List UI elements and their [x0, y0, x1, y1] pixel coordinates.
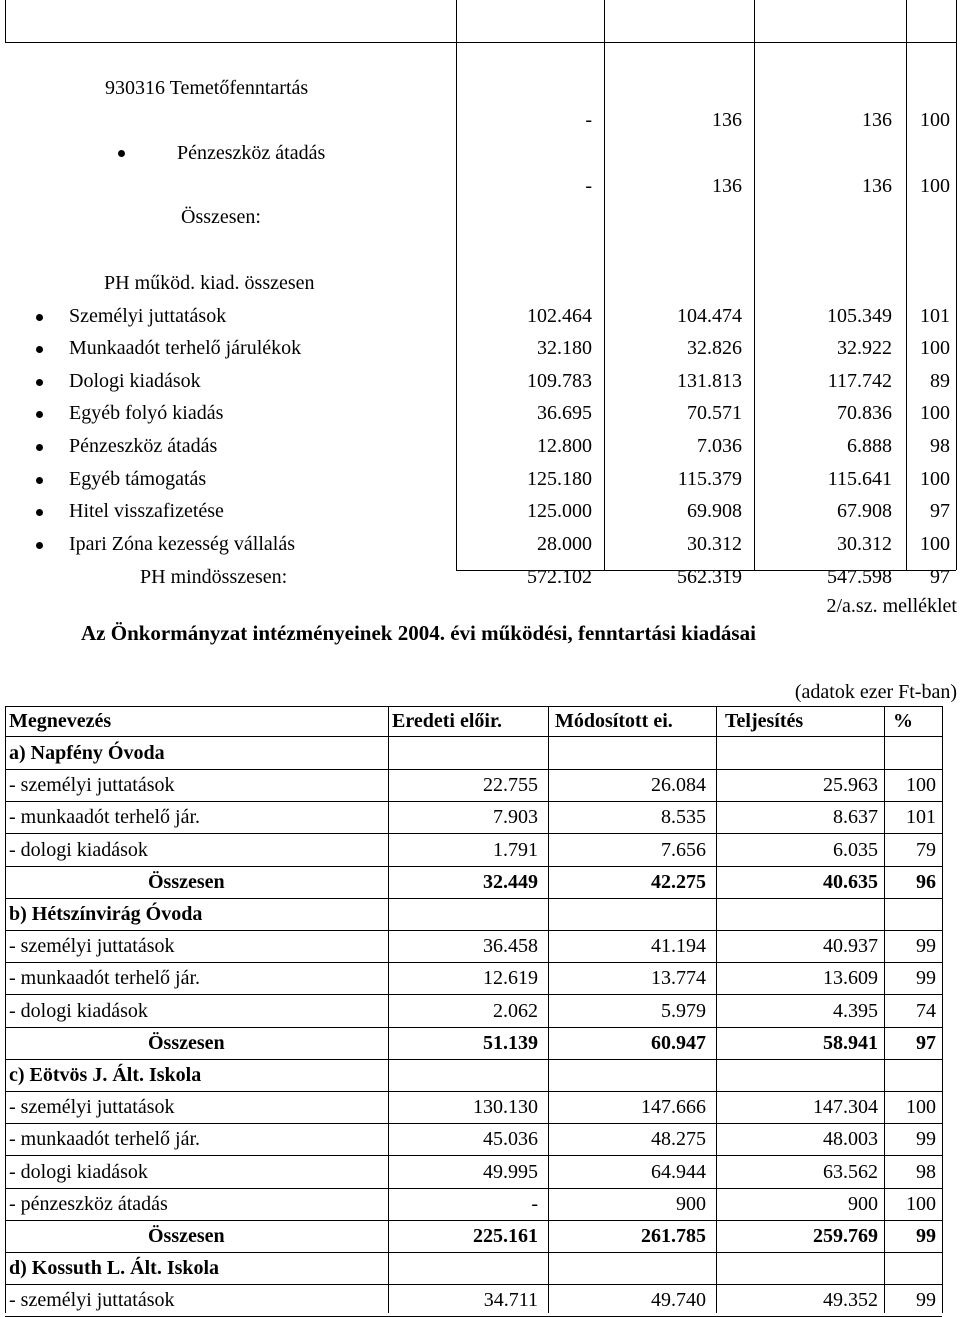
cell-value: 104.474 — [677, 305, 742, 327]
cell-value: 89 — [930, 370, 950, 392]
total-label: Összesen — [148, 870, 225, 893]
ph-row-label: Munkaadót terhelő járulékok — [69, 337, 302, 359]
main-title: Az Önkormányzat intézményeinek 2004. évi működési, fenntartási kiadásai — [81, 621, 756, 645]
grid-line — [388, 706, 389, 1313]
cell-value: 100 — [906, 774, 936, 797]
cell-value: 100 — [906, 1192, 936, 1215]
grid-line — [956, 0, 957, 570]
section-title: a) Napfény Óvoda — [9, 742, 165, 764]
cell-value: 100 — [920, 175, 950, 197]
grid-line — [906, 0, 907, 570]
row-label: - személyi juttatások — [9, 774, 175, 797]
cell-value: 70.836 — [837, 402, 892, 424]
annex-label: 2/a.sz. melléklet — [826, 595, 957, 617]
grid-line — [5, 1188, 942, 1189]
row-label: - dologi kiadások — [9, 999, 148, 1022]
cell-value: 36.458 — [483, 935, 538, 958]
grid-line — [5, 1220, 942, 1221]
ph-total-label: PH mindösszesen: — [140, 566, 288, 588]
cell-value: 13.609 — [823, 967, 878, 990]
cell-value: 6.888 — [847, 435, 892, 457]
total-label: Összesen — [148, 1225, 225, 1247]
cell-value: 99 — [916, 935, 936, 958]
cell-value: 36.695 — [537, 402, 592, 424]
cell-value: 99 — [916, 967, 936, 990]
cell-value: 136 — [862, 175, 892, 197]
bullet-icon — [36, 542, 43, 549]
cell-value: 5.979 — [661, 999, 706, 1022]
cell-value: 147.304 — [813, 1096, 878, 1119]
ph-row-label: Ipari Zóna kezesség vállalás — [69, 533, 296, 555]
cell-value: - — [585, 109, 592, 131]
row-label: - dologi kiadások — [9, 838, 148, 861]
ph-row-label: Egyéb támogatás — [69, 468, 207, 490]
bullet-icon — [36, 509, 43, 516]
cell-value: 30.312 — [687, 533, 742, 555]
row-label: Pénzeszköz átadás — [177, 142, 326, 164]
grid-line — [942, 706, 943, 1313]
cell-value: 1.791 — [493, 838, 538, 861]
ph-header: PH működ. kiad. összesen — [104, 272, 315, 294]
ph-total-value: 97 — [930, 566, 950, 588]
grid-line — [5, 1252, 942, 1253]
cell-value: 131.813 — [677, 370, 742, 392]
cell-value: 100 — [906, 1096, 936, 1119]
cell-value: 74 — [916, 999, 936, 1022]
grid-line — [5, 801, 942, 802]
cell-value: 117.742 — [827, 370, 892, 392]
grid-line — [5, 930, 942, 931]
total-value: 51.139 — [483, 1031, 538, 1054]
grid-line — [456, 0, 457, 570]
grid-line — [5, 833, 942, 834]
cell-value: 13.774 — [651, 967, 706, 990]
cell-value: 136 — [712, 175, 742, 197]
cell-value: 130.130 — [473, 1096, 538, 1119]
cell-value: 100 — [920, 533, 950, 555]
unit-note: (adatok ezer Ft-ban) — [794, 681, 957, 703]
cell-value: 8.535 — [661, 806, 706, 829]
grid-line — [5, 1284, 942, 1285]
cell-value: 100 — [920, 337, 950, 359]
cell-value: 7.036 — [697, 435, 742, 457]
cell-value: 100 — [920, 402, 950, 424]
grid-line — [5, 0, 6, 42]
grid-line — [884, 706, 885, 1313]
cell-value: 49.352 — [823, 1289, 878, 1312]
grid-line — [716, 706, 717, 1313]
ph-row-label: Egyéb folyó kiadás — [69, 402, 224, 424]
bullet-icon — [36, 379, 43, 386]
cell-value: 102.464 — [527, 305, 592, 327]
cell-value: 30.312 — [837, 533, 892, 555]
section-title: 930316 Temetőfenntartás — [105, 77, 309, 99]
ph-total-value: 547.598 — [827, 566, 892, 588]
cell-value: 41.194 — [651, 935, 706, 958]
section-title: b) Hétszínvirág Óvoda — [9, 903, 203, 925]
grid-line — [5, 736, 942, 737]
total-value: 40.635 — [823, 870, 878, 893]
cell-value: 48.003 — [823, 1128, 878, 1151]
cell-value: 12.800 — [537, 435, 592, 457]
cell-value: - — [531, 1192, 538, 1215]
section-title: c) Eötvös J. Ált. Iskola — [9, 1064, 202, 1086]
cell-value: 99 — [916, 1128, 936, 1151]
cell-value: 8.637 — [833, 806, 878, 829]
row-label: - munkaadót terhelő jár. — [9, 967, 201, 990]
cell-value: 900 — [676, 1192, 706, 1215]
ph-row-label: Pénzeszköz átadás — [69, 435, 218, 457]
cell-value: 900 — [848, 1192, 878, 1215]
row-label: - dologi kiadások — [9, 1160, 148, 1183]
cell-value: 99 — [916, 1289, 936, 1312]
grid-line — [5, 769, 942, 770]
cell-value: 98 — [916, 1160, 936, 1183]
bullet-icon — [36, 314, 43, 321]
total-value: 96 — [916, 870, 936, 893]
row-label: - személyi juttatások — [9, 1096, 175, 1119]
row-label: - munkaadót terhelő jár. — [9, 1128, 201, 1151]
cell-value: 67.908 — [837, 500, 892, 522]
grid-line — [5, 1091, 942, 1092]
total-value: 225.161 — [473, 1225, 538, 1247]
cell-value: 48.275 — [651, 1128, 706, 1151]
total-value: 261.785 — [641, 1225, 706, 1247]
row-label: - pénzeszköz átadás — [9, 1192, 168, 1215]
cell-value: 40.937 — [823, 935, 878, 958]
cell-value: 26.084 — [651, 774, 706, 797]
row-label: - munkaadót terhelő jár. — [9, 806, 201, 829]
grid-line — [5, 1123, 942, 1124]
ph-row-label: Személyi juttatások — [69, 305, 227, 327]
bullet-icon — [36, 444, 43, 451]
grid-line — [5, 42, 456, 43]
cell-value: 6.035 — [833, 838, 878, 861]
bullet-icon — [36, 411, 43, 418]
grid-line — [5, 898, 942, 899]
ph-total-value: 562.319 — [677, 566, 742, 588]
column-header: Teljesítés — [725, 710, 804, 732]
bullet-icon — [36, 477, 43, 484]
cell-value: 125.180 — [527, 468, 592, 490]
cell-value: 109.783 — [527, 370, 592, 392]
grid-line — [456, 42, 956, 43]
cell-value: 32.180 — [537, 337, 592, 359]
grid-line — [5, 1155, 942, 1156]
cell-value: 70.571 — [687, 402, 742, 424]
grid-line — [5, 706, 942, 707]
cell-value: 49.740 — [651, 1289, 706, 1312]
section-title: d) Kossuth L. Ált. Iskola — [9, 1257, 220, 1280]
cell-value: 32.922 — [837, 337, 892, 359]
grid-line — [754, 0, 755, 570]
cell-value: 34.711 — [483, 1289, 538, 1312]
grid-line — [5, 994, 942, 995]
total-label: Összesen — [148, 1031, 225, 1054]
total-value: 58.941 — [823, 1031, 878, 1054]
grid-line — [5, 706, 6, 1313]
total-value: 60.947 — [651, 1031, 706, 1054]
cell-value: 25.963 — [823, 774, 878, 797]
column-header: % — [893, 710, 913, 732]
cell-value: 101 — [906, 806, 936, 829]
cell-value: 28.000 — [537, 533, 592, 555]
cell-value: 45.036 — [483, 1128, 538, 1151]
cell-value: 105.349 — [827, 305, 892, 327]
cell-value: 79 — [916, 838, 936, 861]
cell-value: 101 — [920, 305, 950, 327]
cell-value: 98 — [930, 435, 950, 457]
total-value: 259.769 — [813, 1225, 878, 1247]
row-label: - személyi juttatások — [9, 1289, 175, 1312]
cell-value: 2.062 — [493, 999, 538, 1022]
cell-value: 100 — [920, 109, 950, 131]
cell-value: 147.666 — [641, 1096, 706, 1119]
cell-value: 32.826 — [687, 337, 742, 359]
column-header: Eredeti előir. — [392, 710, 502, 732]
total-value: 42.275 — [651, 870, 706, 893]
grid-line — [604, 0, 605, 570]
cell-value: 64.944 — [651, 1160, 706, 1183]
ph-row-label: Hitel visszafizetése — [69, 500, 224, 522]
row-label: Összesen: — [181, 206, 261, 228]
cell-value: 115.641 — [827, 468, 892, 490]
cell-value: 22.755 — [483, 774, 538, 797]
cell-value: 136 — [712, 109, 742, 131]
row-label: - személyi juttatások — [9, 935, 175, 958]
cell-value: 49.995 — [483, 1160, 538, 1183]
cell-value: 115.379 — [677, 468, 742, 490]
cell-value: 69.908 — [687, 500, 742, 522]
cell-value: 4.395 — [833, 999, 878, 1022]
cell-value: 7.903 — [493, 806, 538, 829]
cell-value: - — [585, 175, 592, 197]
grid-line — [5, 1027, 942, 1028]
total-value: 99 — [916, 1225, 936, 1247]
cell-value: 7.656 — [661, 838, 706, 861]
grid-line — [5, 962, 942, 963]
bullet-icon — [118, 150, 125, 157]
total-value: 97 — [916, 1031, 936, 1054]
cell-value: 136 — [862, 109, 892, 131]
grid-line — [5, 866, 942, 867]
total-value: 32.449 — [483, 870, 538, 893]
grid-line — [5, 1059, 942, 1060]
column-header: Megnevezés — [9, 710, 112, 732]
ph-total-value: 572.102 — [527, 566, 592, 588]
cell-value: 125.000 — [527, 500, 592, 522]
column-header: Módosított ei. — [555, 710, 673, 732]
cell-value: 100 — [920, 468, 950, 490]
cell-value: 12.619 — [483, 967, 538, 990]
cell-value: 97 — [930, 500, 950, 522]
cell-value: 63.562 — [823, 1160, 878, 1183]
ph-row-label: Dologi kiadások — [69, 370, 201, 392]
grid-line — [548, 706, 549, 1313]
bullet-icon — [36, 346, 43, 353]
